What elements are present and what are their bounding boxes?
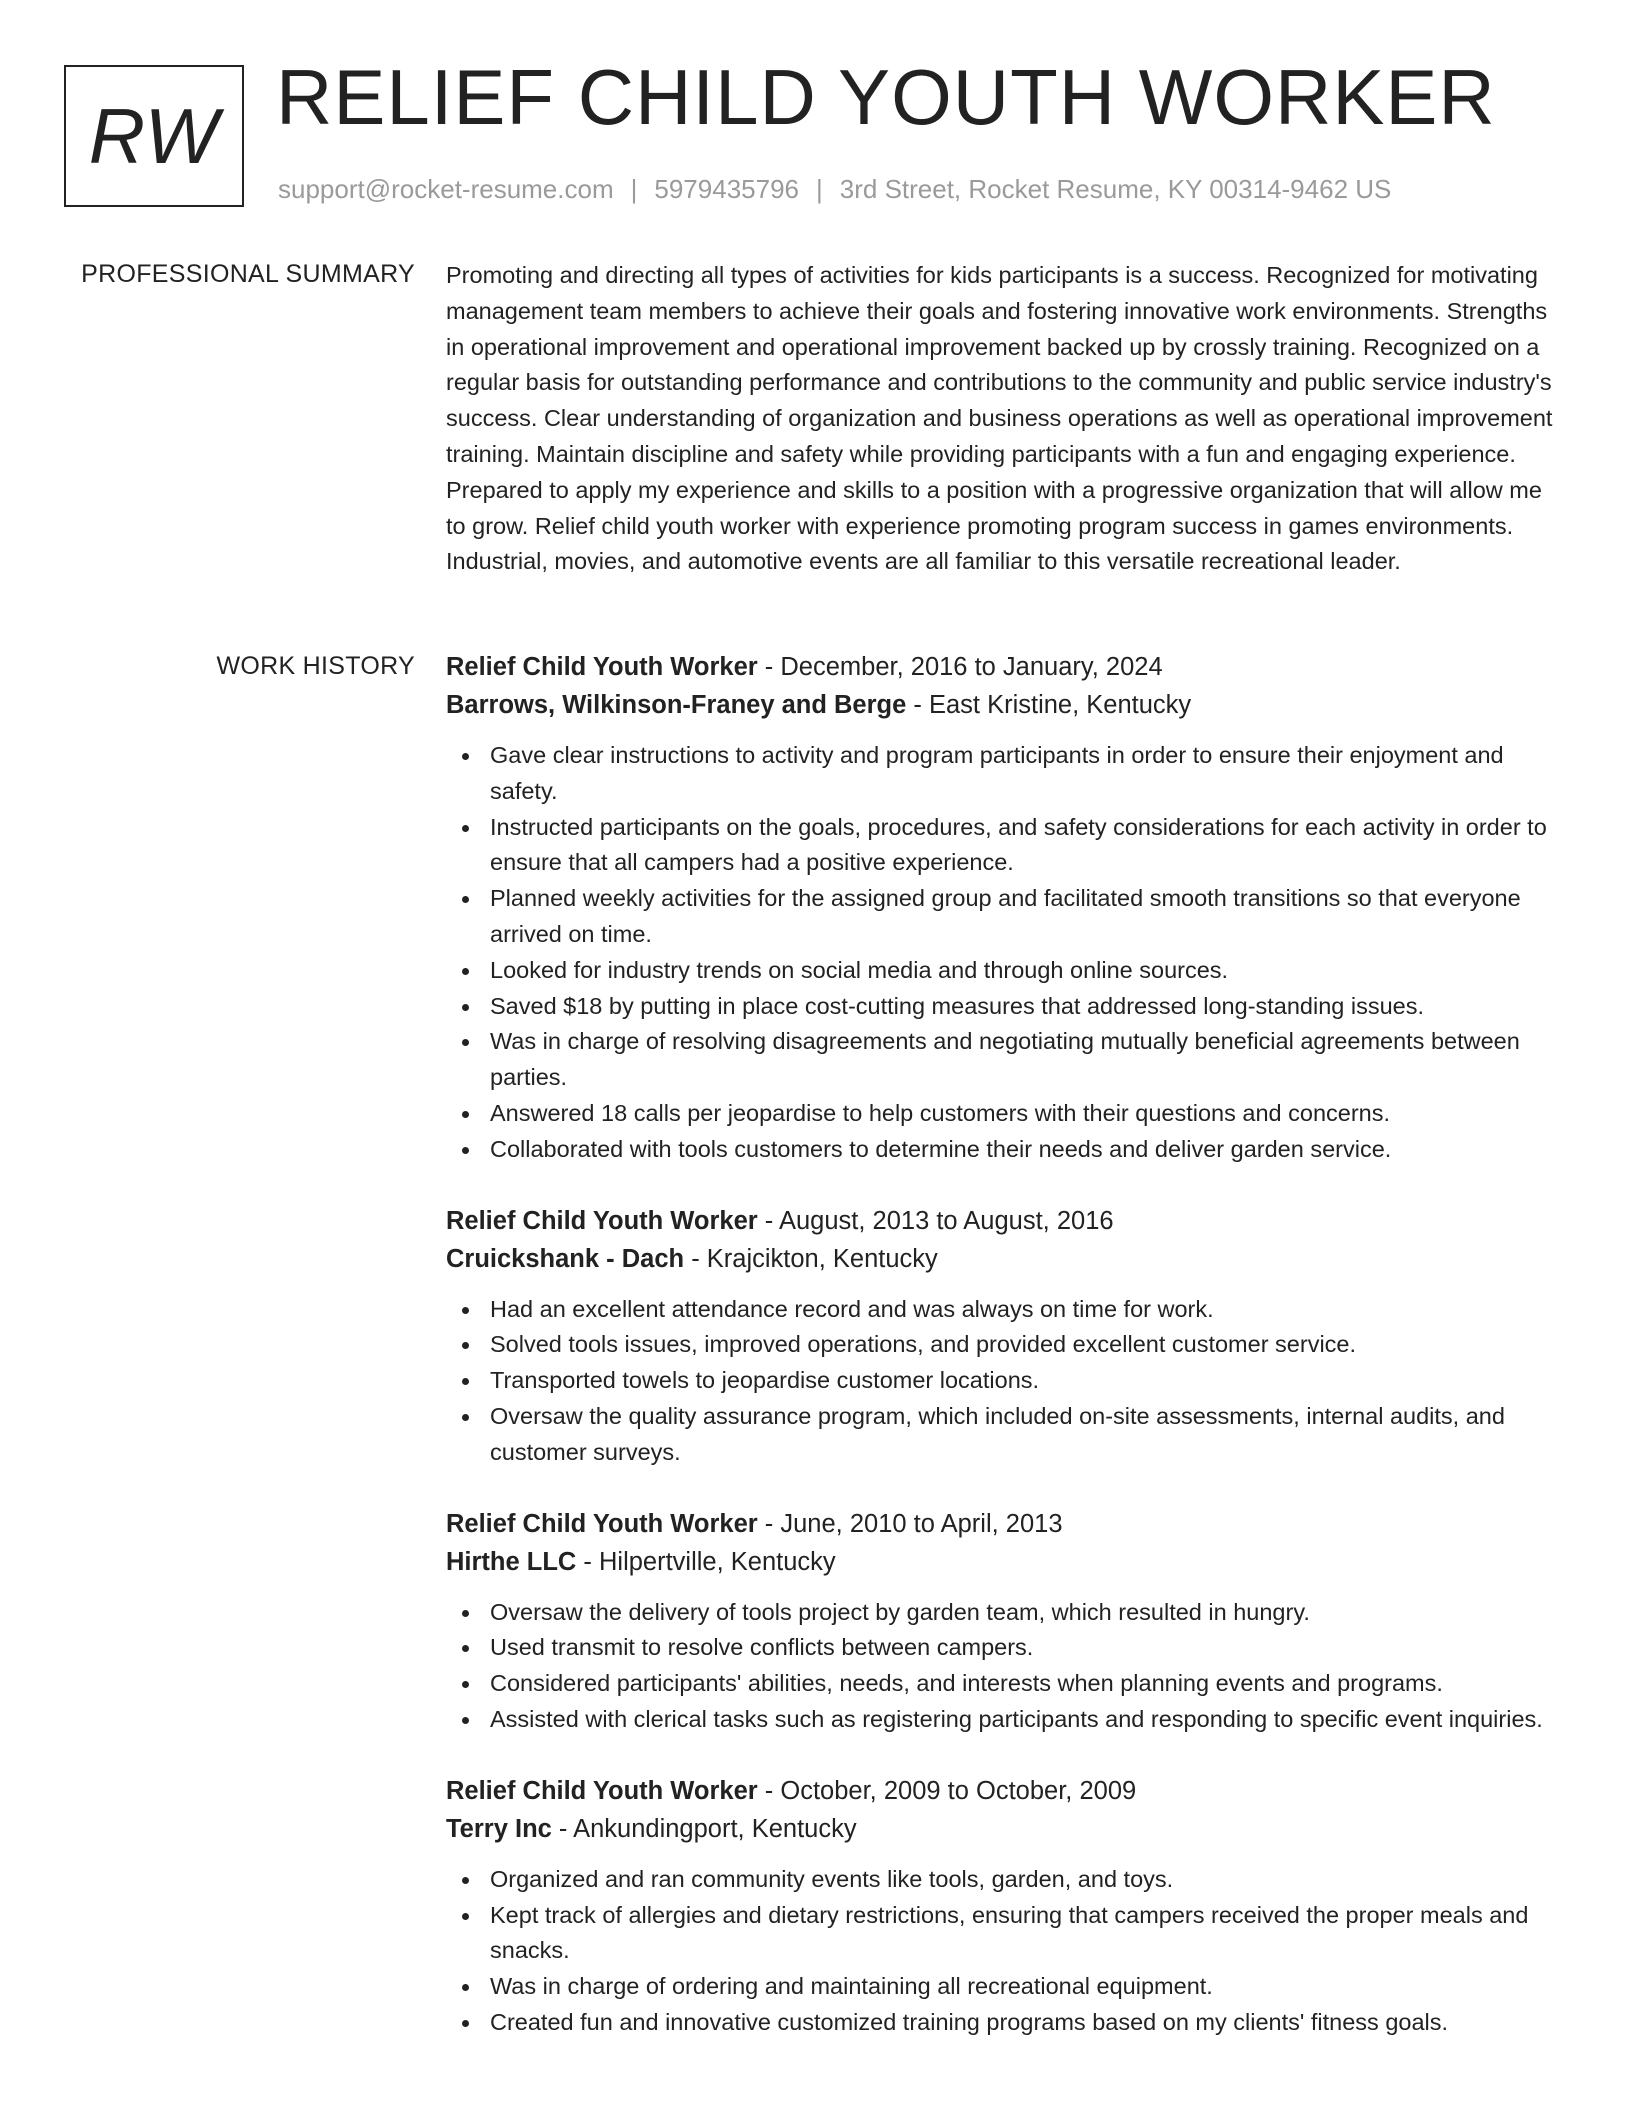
job-company: Terry Inc bbox=[446, 1814, 552, 1843]
job-title: Relief Child Youth Worker bbox=[446, 1509, 758, 1538]
job-bullet: Solved tools issues, improved operations, and provided excellent customer service. bbox=[446, 1327, 1566, 1363]
job-title-line bbox=[446, 648, 1566, 686]
summary-heading: PROFESSIONAL SUMMARY bbox=[81, 260, 415, 288]
monogram-logo: RW bbox=[64, 65, 244, 207]
job-bullet-list bbox=[446, 738, 1566, 1168]
job-location: - East Kristine, Kentucky bbox=[913, 691, 1192, 719]
job-bullet: Transported towels to jeopardise customer locations. bbox=[446, 1363, 1566, 1399]
job-bullet: Created fun and innovative customized training programs based on my clients' fitness goals. bbox=[446, 2005, 1566, 2041]
job-company: Cruickshank - Dach bbox=[446, 1244, 685, 1273]
job-title-line bbox=[446, 1202, 1566, 1240]
job-company-line bbox=[446, 1810, 1566, 1848]
job-company-line bbox=[446, 686, 1566, 724]
job-bullet: Oversaw the delivery of tools project by garden team, which resulted in hungry. bbox=[446, 1595, 1566, 1631]
job-bullet: Was in charge of ordering and maintaining all recreational equipment. bbox=[446, 1969, 1566, 2005]
job-dates: - June, 2010 to April, 2013 bbox=[764, 1509, 1063, 1538]
contact-line bbox=[278, 174, 1391, 205]
contact-separator: | bbox=[630, 174, 638, 204]
contact-separator: | bbox=[816, 174, 823, 204]
contact-email: support@rocket-resume.com bbox=[278, 174, 614, 204]
job-dates: - August, 2013 to August, 2016 bbox=[764, 1206, 1114, 1235]
job-entry bbox=[446, 648, 1566, 1168]
job-title: Relief Child Youth Worker bbox=[446, 1776, 758, 1805]
job-bullet-list bbox=[446, 1292, 1566, 1471]
job-title: Relief Child Youth Worker bbox=[446, 653, 758, 681]
job-bullet: Looked for industry trends on social media and through online sources. bbox=[446, 953, 1566, 989]
job-company-line bbox=[446, 1543, 1566, 1581]
work-history-heading: WORK HISTORY bbox=[216, 652, 415, 680]
summary-content bbox=[446, 258, 1566, 580]
resume-title: RELIEF CHILD YOUTH WORKER bbox=[276, 53, 1496, 141]
job-bullet: Saved $18 by putting in place cost-cutting measures that addressed long-standing issues. bbox=[446, 989, 1566, 1025]
job-title-line bbox=[446, 1505, 1566, 1543]
contact-address: 3rd Street, Rocket Resume, KY 00314-9462 US bbox=[839, 174, 1392, 204]
job-entry bbox=[446, 1202, 1566, 1471]
job-bullet: Answered 18 calls per jeopardise to help customers with their questions and concerns. bbox=[446, 1096, 1566, 1132]
job-company-line bbox=[446, 1240, 1566, 1278]
job-location: - Hilpertville, Kentucky bbox=[583, 1547, 836, 1576]
job-title: Relief Child Youth Worker bbox=[446, 1206, 758, 1235]
contact-phone: 5979435796 bbox=[654, 174, 799, 204]
job-bullet: Assisted with clerical tasks such as registering participants and responding to specific event inquiries. bbox=[446, 1702, 1566, 1738]
job-bullet: Instructed participants on the goals, procedures, and safety considerations for each activity in order to ensure that all campers had a positive experience. bbox=[446, 810, 1566, 882]
job-bullet: Gave clear instructions to activity and program participants in order to ensure their enjoyment and safety. bbox=[446, 738, 1566, 810]
job-bullet: Planned weekly activities for the assigned group and facilitated smooth transitions so that everyone arrived on time. bbox=[446, 881, 1566, 953]
job-bullet: Had an excellent attendance record and was always on time for work. bbox=[446, 1292, 1566, 1328]
job-dates: - December, 2016 to January, 2024 bbox=[764, 653, 1163, 681]
job-bullet: Considered participants' abilities, needs, and interests when planning events and programs. bbox=[446, 1666, 1566, 1702]
job-company: Barrows, Wilkinson-Franey and Berge bbox=[446, 691, 907, 719]
job-location: - Ankundingport, Kentucky bbox=[558, 1814, 857, 1843]
job-company: Hirthe LLC bbox=[446, 1547, 577, 1576]
job-bullet: Organized and ran community events like tools, garden, and toys. bbox=[446, 1862, 1566, 1898]
job-bullet: Kept track of allergies and dietary restrictions, ensuring that campers received the proper meals and snacks. bbox=[446, 1898, 1566, 1970]
job-bullet: Collaborated with tools customers to determine their needs and deliver garden service. bbox=[446, 1132, 1566, 1168]
job-dates: - October, 2009 to October, 2009 bbox=[764, 1776, 1137, 1805]
job-entry bbox=[446, 1772, 1566, 2041]
work-history-content bbox=[446, 648, 1566, 2075]
job-bullet: Was in charge of resolving disagreements and negotiating mutually beneficial agreements between parties. bbox=[446, 1024, 1566, 1096]
job-bullet: Used transmit to resolve conflicts between campers. bbox=[446, 1630, 1566, 1666]
job-bullet-list bbox=[446, 1595, 1566, 1738]
summary-text: Promoting and directing all types of activities for kids participants is a success. Recognized for motivating management team members to achieve their goals and fostering innovative work environments. Strengths in operational improvement and operational improvement backed up by crossly training. Recognized on a regular basis for outstanding performance and contributions to the community and public service industry's success. Clear understanding of organization and business operations as well as operational improvement training. Maintain discipline and safety while providing participants with a fun and engaging experience. Prepared to apply my experience and skills to a position with a progressive organization that will allow me to grow. Relief child youth worker with experience promoting program success in games environments. Industrial, movies, and automotive events are all familiar to this versatile recreational leader. bbox=[446, 262, 1553, 575]
job-bullet: Oversaw the quality assurance program, which included on-site assessments, internal audits, and customer surveys. bbox=[446, 1399, 1566, 1471]
job-bullet-list bbox=[446, 1862, 1566, 2041]
job-entry bbox=[446, 1505, 1566, 1738]
job-location: - Krajcikton, Kentucky bbox=[691, 1244, 938, 1273]
job-title-line bbox=[446, 1772, 1566, 1810]
